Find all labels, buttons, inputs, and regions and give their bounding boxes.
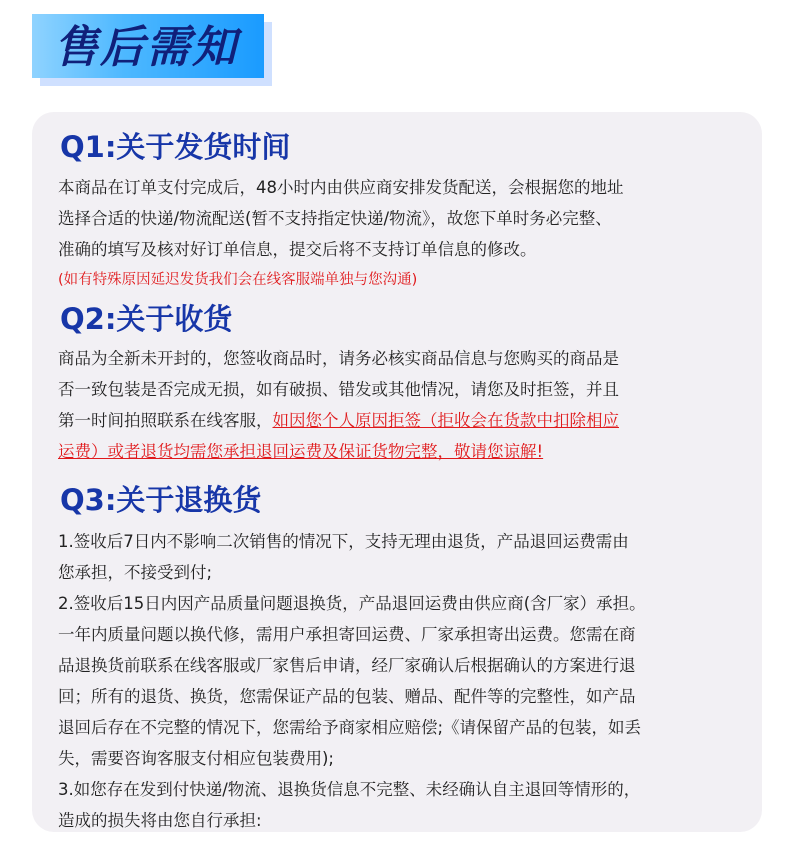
q3-line: 品退换货前联系在线客服或厂家售后申请，经厂家确认后根据确认的方案进行退 [58, 656, 636, 675]
q3-line: 您承担，不接受到付; [58, 563, 213, 582]
q3-line: 3.如您存在发到付快递/物流、退换货信息不完整、未经确认自主退回等情形的， [58, 780, 641, 799]
q3-line: 退回后存在不完整的情况下，您需给予商家相应赔偿;《请保留产品的包装，如丢 [58, 718, 642, 737]
q1-title: Q1:关于发货时间 [60, 130, 291, 164]
q1-body [58, 172, 624, 296]
q3-line: 造成的损失将由您自行承担: [58, 811, 262, 830]
q2-line3-warning: 如因您个人原因拒签（拒收会在货款中扣除相应 [272, 411, 619, 430]
q1-line: 准确的填写及核对好订单信息，提交后将不支持订单信息的修改。 [58, 240, 537, 259]
banner-title: 售后需知 [54, 22, 238, 73]
q3-title: Q3:关于退换货 [60, 483, 262, 517]
q2-line4-warning: 运费）或者退货均需您承担退回运费及保证货物完整，敬请您谅解! [58, 442, 544, 461]
q3-line: 2.签收后15日内因产品质量问题退换货，产品退回运费由供应商(含厂家）承担。 [58, 594, 646, 613]
q3-line: 失，需要咨询客服支付相应包装费用); [58, 749, 334, 768]
q2-line: 否一致包装是否完成无损，如有破损、错发或其他情况，请您及时拒签，并且 [58, 380, 619, 399]
q1-line: 本商品在订单支付完成后，48小时内由供应商安排发货配送，会根据您的地址 [58, 178, 624, 197]
q2-line: 商品为全新未开封的，您签收商品时，请务必核实商品信息与您购买的商品是 [58, 349, 619, 368]
q2-title: Q2:关于收货 [60, 302, 233, 336]
q3-line: 回；所有的退货、换货，您需保证产品的包装、赠品、配件等的完整性，如产品 [58, 687, 636, 706]
q2-line3-plain: 第一时间拍照联系在线客服， [58, 411, 273, 430]
q1-note: (如有特殊原因延迟发货我们会在线客服端单独与您沟通) [58, 272, 418, 288]
q2-body [58, 343, 619, 467]
q3-body [58, 526, 646, 836]
q3-line: 1.签收后7日内不影响二次销售的情况下，支持无理由退货，产品退回运费需由 [58, 532, 629, 551]
q1-line: 选择合适的快递/物流配送(暂不支持指定快递/物流》，故您下单时务必完整、 [58, 209, 612, 228]
q3-line: 一年内质量问题以换代修，需用户承担寄回运费、厂家承担寄出运费。您需在商 [58, 625, 636, 644]
q2-line [58, 405, 619, 436]
header-banner [32, 14, 272, 86]
